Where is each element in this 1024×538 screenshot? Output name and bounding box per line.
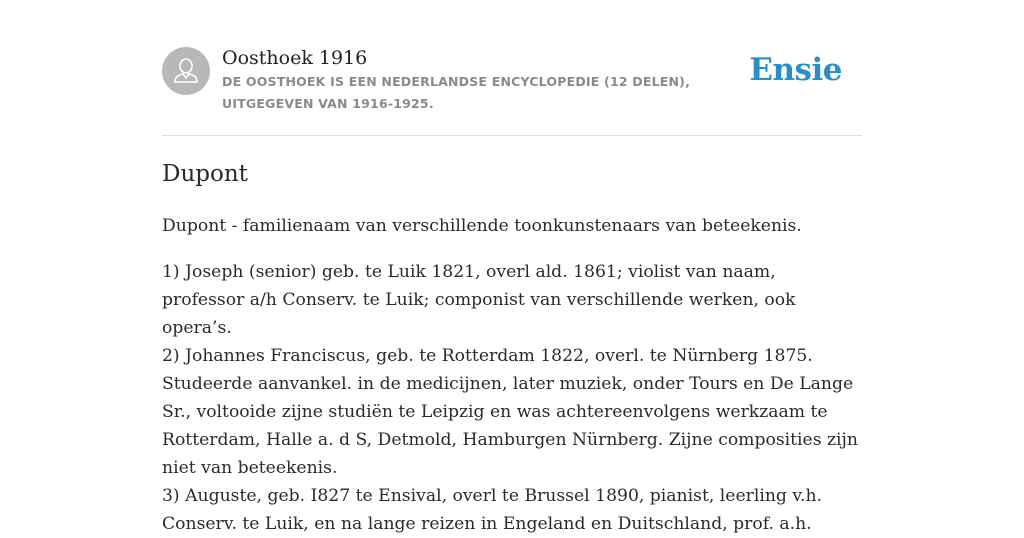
source-description: DE OOSTHOEK IS EEN NEDERLANDSE ENCYCLOPEDIE (12 DELEN), UITGEGEVEN VAN 1916-1925. <box>222 74 691 111</box>
source-title[interactable]: Oosthoek 1916 <box>222 47 368 69</box>
user-icon <box>162 47 210 95</box>
article <box>162 156 862 538</box>
entry-item: 2) Johannes Franciscus, geb. te Rotterdam 1822, overl. te Nürnberg 1875. Studeerde aanvankel. in de medicijnen, later muziek, onder Tours en De Lange Sr., voltooide zijne studiën te Leipzig en was achtereenvolgens werkzaam te Rotterdam, Halle a. d S, Detmold, Hamburgen Nürnberg. Zijne composities zijn niet van beteekenis. <box>162 346 858 478</box>
avatar[interactable] <box>162 47 210 95</box>
ensie-logo-link[interactable]: Ensie <box>749 52 842 88</box>
article-title: Dupont <box>162 161 248 187</box>
article-lead: Dupont - familienaam van verschillende toonkunstenaars van beteekenis. <box>162 216 802 236</box>
source-header <box>162 44 862 136</box>
entry-item: 3) Auguste, geb. I827 te Ensival, overl te Brussel 1890, pianist, leerling v.h. Conserv. te Luik, en na lange reizen in Engeland en Duitschland, prof. a.h. <box>162 486 823 534</box>
article-entries <box>162 258 862 538</box>
entry-item: 1) Joseph (senior) geb. te Luik 1821, overl ald. 1861; violist van naam, professor a/h Conserv. te Luik; componist van verschillende werken, ook opera’s. <box>162 262 796 338</box>
